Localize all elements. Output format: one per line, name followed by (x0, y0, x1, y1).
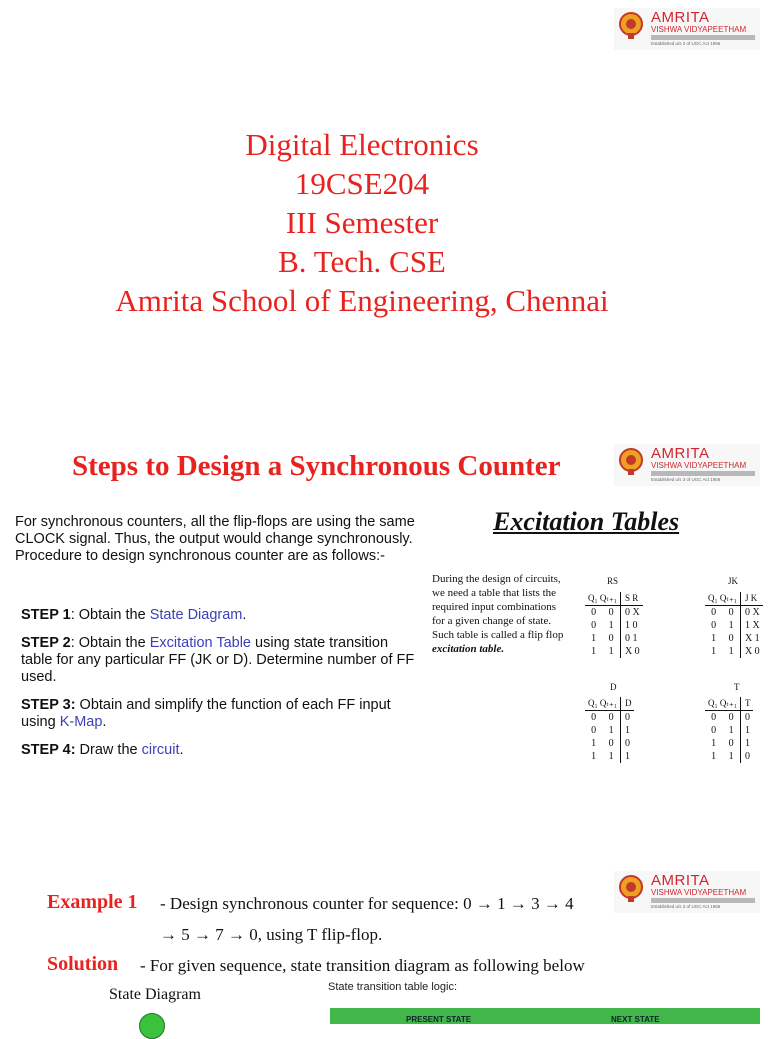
table-cell: 0 (711, 620, 717, 631)
table-name-rs: RS (607, 576, 619, 586)
step-text-end: . (102, 714, 107, 730)
table-name-t: T (734, 682, 740, 692)
table-cell: 1 (591, 646, 597, 657)
table-row (585, 619, 643, 632)
amrita-logo (614, 871, 760, 913)
excitation-desc-text: During the design of circuits, we need a table that lists the required input combinations for a given change of state. Such table is called a flip flop (432, 573, 564, 641)
programme: B. Tech. CSE (278, 244, 446, 279)
amrita-logo (614, 8, 760, 50)
table-row (705, 737, 753, 750)
step-text: Draw the (75, 742, 142, 758)
table-header-q: Q₁ Qₜ₊₁ (585, 592, 620, 606)
rs-excitation-table (585, 592, 643, 658)
table-cell: 0 (728, 633, 734, 644)
table-cell: 0 (608, 633, 614, 644)
table-cell: 0 (728, 738, 734, 749)
table-row (705, 632, 763, 645)
table-cell: 1 (608, 725, 614, 736)
example-label: Example 1 (47, 891, 138, 913)
example-text: - Design synchronous counter for sequence: 0 → 1 → 3 → 4 (160, 894, 574, 913)
table-row (585, 632, 643, 645)
step-label: STEP 1 (21, 607, 71, 623)
table-row (705, 711, 753, 725)
table-cell: 1 (620, 750, 634, 763)
table-cell: 0 (591, 725, 597, 736)
step-text-end: . (179, 742, 184, 758)
table-cell: 0 (711, 725, 717, 736)
table-row (585, 711, 634, 725)
course-name: Digital Electronics (245, 127, 479, 162)
table-cell: X 0 (620, 645, 642, 658)
step-label: STEP 2 (21, 635, 71, 651)
next-state-header: NEXT STATE (611, 1015, 660, 1024)
step-text-end: . (242, 607, 247, 623)
logo-name: AMRITA (651, 872, 710, 889)
solution-label: Solution (47, 953, 119, 975)
table-cell: 1 (728, 725, 734, 736)
table-cell: X 1 (740, 632, 762, 645)
table-cell: 1 (608, 620, 614, 631)
table-header-in: J K (740, 592, 762, 606)
state-table-label: State transition table logic: (328, 981, 458, 993)
logo-established: Established u/s 3 of UGC Act 1956 (651, 904, 721, 909)
excitation-description (432, 572, 568, 656)
table-cell: 1 (591, 751, 597, 762)
step-link: Excitation Table (149, 635, 251, 651)
step-text: Obtain and simplify the function of each FF input using (21, 697, 391, 730)
logo-subtitle: VISHWA VIDYAPEETHAM (651, 888, 747, 897)
table-header-q: Q₁ Qₜ₊₁ (705, 697, 740, 711)
table-name-d: D (610, 682, 617, 692)
present-state-header: PRESENT STATE (406, 1015, 472, 1024)
intro-text: For synchronous counters, all the flip-flops are using the same CLOCK signal. Thus, the output would change synchronously. (15, 514, 415, 547)
logo-subtitle: VISHWA VIDYAPEETHAM (651, 461, 747, 470)
table-name-jk: JK (728, 576, 739, 586)
table-cell: 0 (591, 607, 597, 618)
step-link: K-Map (59, 714, 103, 730)
state-table-header-bar (330, 1008, 760, 1024)
table-cell: 1 (608, 751, 614, 762)
table-cell: 1 (728, 646, 734, 657)
table-cell: 1 X (740, 619, 762, 632)
amrita-seal-icon (618, 447, 644, 477)
table-header-in: T (740, 697, 753, 711)
table-row (705, 619, 763, 632)
procedure-text: Procedure to design synchronous counter are as follows:- (15, 548, 385, 564)
table-cell: 0 (591, 620, 597, 631)
table-cell: 0 X (740, 606, 762, 620)
table-cell: 0 (728, 712, 734, 723)
step-4 (21, 742, 421, 759)
jk-excitation-table (705, 592, 763, 658)
example-text-continued: → 5 → 7 → 0, using T flip-flop. (160, 925, 383, 944)
table-row (705, 606, 763, 620)
table-header-q: Q₁ Qₜ₊₁ (585, 697, 620, 711)
table-header-in: S R (620, 592, 642, 606)
slide-title: Steps to Design a Synchronous Counter (72, 450, 561, 482)
table-cell: 1 (740, 737, 753, 750)
logo-rule (651, 898, 755, 903)
step-2 (21, 635, 421, 686)
table-row (585, 750, 634, 763)
step-text-end: using state transition table for any particular FF (JK or D). Determine number of FF used. (21, 635, 415, 685)
table-cell: 1 (728, 751, 734, 762)
step-3 (21, 697, 421, 731)
step-text: : Obtain the (70, 607, 150, 623)
state-diagram-label: State Diagram (109, 986, 201, 1003)
table-cell: 1 (591, 633, 597, 644)
table-cell: 1 (711, 646, 717, 657)
table-cell: 1 (711, 738, 717, 749)
table-row (585, 645, 643, 658)
table-cell: 0 (620, 711, 634, 725)
logo-name: AMRITA (651, 445, 710, 462)
table-cell: 0 X (620, 606, 642, 620)
amrita-seal-icon (618, 11, 644, 41)
state-node (139, 1013, 165, 1039)
step-1 (21, 607, 421, 624)
table-header-in: D (620, 697, 634, 711)
t-excitation-table (705, 697, 753, 763)
table-cell: 0 (608, 738, 614, 749)
logo-rule (651, 471, 755, 476)
logo-subtitle: VISHWA VIDYAPEETHAM (651, 25, 747, 34)
semester: III Semester (285, 205, 439, 240)
logo-rule (651, 35, 755, 40)
table-cell: 1 (728, 620, 734, 631)
table-cell: 1 (740, 724, 753, 737)
logo-established: Established u/s 3 of UGC Act 1956 (651, 41, 721, 46)
table-cell: 1 (711, 751, 717, 762)
table-row (705, 724, 753, 737)
step-link: circuit (141, 742, 180, 758)
table-row (705, 750, 753, 763)
table-cell: 0 (711, 607, 717, 618)
table-cell: 0 (608, 712, 614, 723)
table-cell: 0 (740, 750, 753, 763)
table-row (705, 645, 763, 658)
table-cell: 1 (620, 724, 634, 737)
excitation-desc-emph: excitation table. (432, 643, 505, 655)
amrita-logo (614, 444, 760, 486)
school-name: Amrita School of Engineering, Chennai (115, 283, 609, 318)
step-link: State Diagram (149, 607, 243, 623)
table-cell: X 0 (740, 645, 762, 658)
d-excitation-table (585, 697, 634, 763)
table-cell: 1 0 (620, 619, 642, 632)
logo-name: AMRITA (651, 9, 710, 26)
table-cell: 1 (591, 738, 597, 749)
logo-established: Established u/s 3 of UGC Act 1956 (651, 477, 721, 482)
intro-paragraph (15, 514, 415, 565)
solution-text: - For given sequence, state transition diagram as following below (140, 956, 585, 975)
table-cell: 0 (620, 737, 634, 750)
step-text: : Obtain the (70, 635, 150, 651)
amrita-seal-icon (618, 874, 644, 904)
table-row (585, 724, 634, 737)
table-cell: 0 (740, 711, 753, 725)
step-label: STEP 3: (21, 697, 76, 713)
table-row (585, 737, 634, 750)
table-cell: 1 (711, 633, 717, 644)
table-cell: 0 (728, 607, 734, 618)
table-cell: 0 (608, 607, 614, 618)
table-cell: 1 (608, 646, 614, 657)
table-header-q: Q₁ Qₜ₊₁ (705, 592, 740, 606)
table-cell: 0 (591, 712, 597, 723)
course-code: 19CSE204 (294, 166, 430, 201)
table-cell: 0 (711, 712, 717, 723)
table-cell: 0 1 (620, 632, 642, 645)
step-label: STEP 4: (21, 742, 76, 758)
excitation-heading: Excitation Tables (493, 507, 680, 536)
table-row (585, 606, 643, 620)
